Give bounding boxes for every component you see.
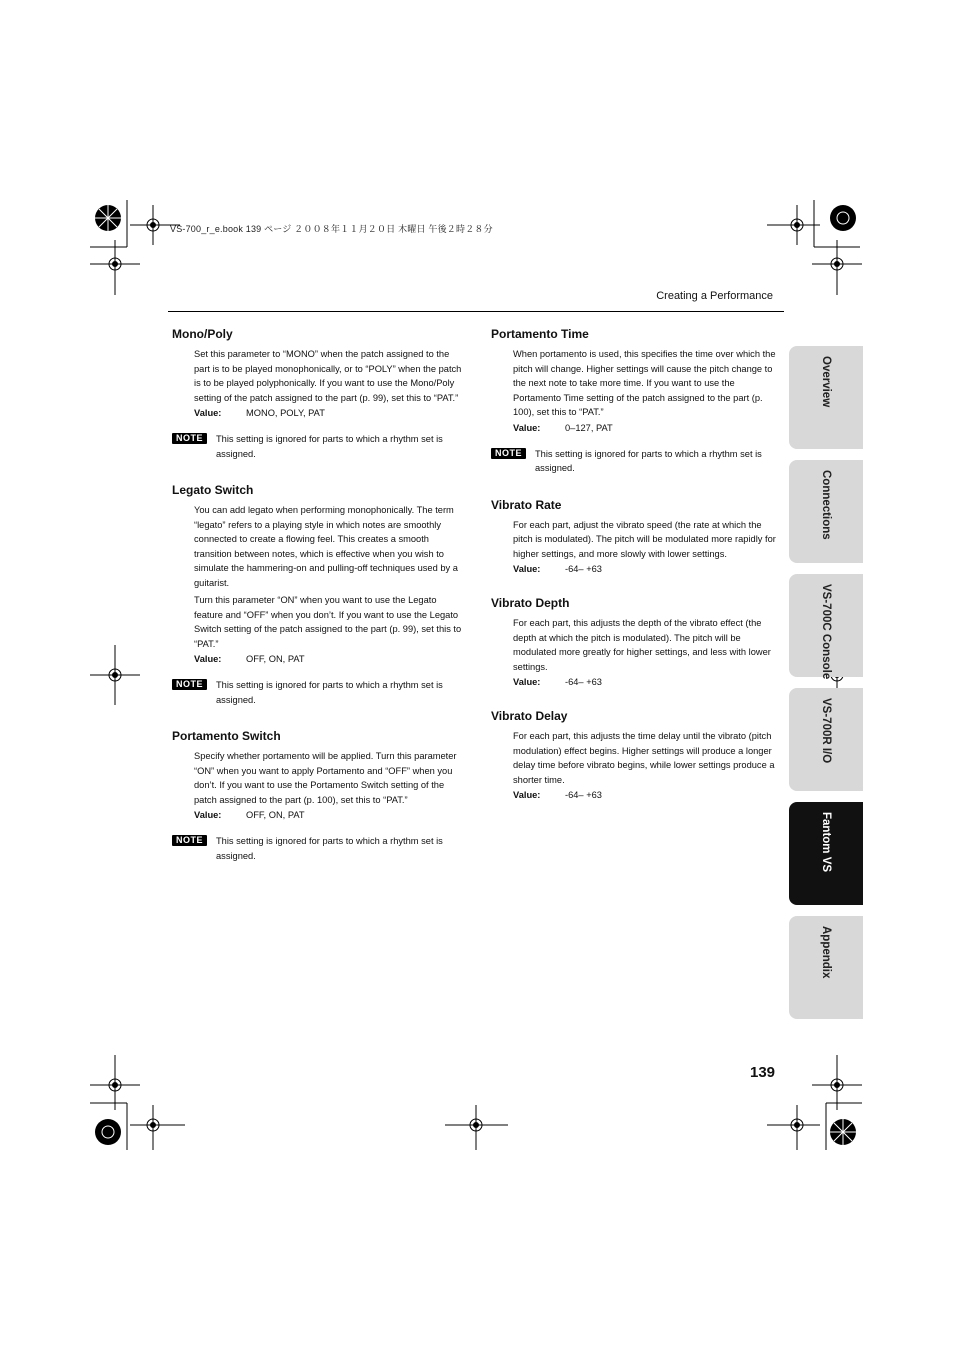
value-label: Value: (194, 408, 222, 418)
note-block (491, 447, 781, 476)
paragraph: For each part, this adjusts the depth of the vibrato effect (the depth at which the pitch is modulated). The pitch will be modulated more greatly for higher settings, and less with lower settings. (513, 618, 771, 672)
paragraph: Turn this parameter “ON” when you want to use the Legato feature and “OFF” when you don’t. If you want to use the Legato Switch setting of the patch assigned to the part (p. 99), set this to “PAT.” (194, 595, 462, 649)
section-vibrato-delay (491, 709, 781, 800)
section-title: Mono/Poly (172, 327, 233, 341)
tab-connections[interactable] (789, 460, 863, 563)
value-text: -64– +63 (565, 564, 602, 574)
note-block (172, 678, 462, 707)
value-row (513, 423, 781, 433)
section-vibrato-rate (491, 498, 781, 575)
section-legato-switch (172, 483, 462, 707)
value-row (513, 790, 781, 800)
section-title: Legato Switch (172, 483, 254, 497)
section-title: Vibrato Depth (491, 596, 570, 610)
starburst-target-top-left (95, 205, 121, 231)
right-column (491, 327, 781, 822)
section-title: Portamento Switch (172, 729, 281, 743)
value-row (194, 408, 462, 418)
value-label: Value: (194, 654, 222, 664)
value-text: -64– +63 (565, 677, 602, 687)
starburst-target-top-right (830, 205, 856, 231)
left-column (172, 327, 462, 885)
value-text: 0–127, PAT (565, 422, 613, 433)
paragraph: Set this parameter to “MONO” when the patch assigned to the part is to be played monophonically, or to “POLY” when the patch is to be played polyphonically. If you want to use the Mono/Poly setting of the patch assigned to the part (p. 99), set this to “PAT.” (194, 349, 462, 403)
tab-label: Overview (820, 356, 832, 408)
value-text: OFF, ON, PAT (246, 654, 305, 664)
value-label: Value: (513, 677, 541, 687)
tab-vs-700r-io[interactable] (789, 688, 863, 791)
section-vibrato-depth (491, 596, 781, 687)
tab-label: Appendix (820, 926, 832, 979)
note-badge: NOTE (172, 835, 207, 846)
page-number: 139 (750, 1064, 776, 1081)
value-text: MONO, POLY, PAT (246, 408, 325, 418)
note-text: This setting is ignored for parts to which a rhythm set is assigned. (216, 836, 443, 861)
value-label: Value: (513, 790, 541, 800)
starburst-target-bottom-right (830, 1119, 856, 1145)
section-mono-poly (172, 327, 462, 461)
header-rule (168, 311, 784, 312)
tab-label: VS-700C Console (820, 584, 832, 680)
note-text: This setting is ignored for parts to which a rhythm set is assigned. (216, 434, 443, 459)
running-header: Creating a Performance (656, 290, 773, 302)
value-row (513, 677, 781, 687)
paragraph: When portamento is used, this specifies the time over which the pitch will change. Higher settings will cause the pitch change to the next note to take more time. If you want to use the Portamento Time setting of the patch assigned to the part (p. 100), set this to “PAT.” (513, 349, 776, 417)
section-portamento-switch (172, 729, 462, 863)
value-label: Value: (513, 564, 541, 574)
note-badge: NOTE (172, 433, 207, 444)
value-row (194, 810, 462, 820)
section-title: Vibrato Delay (491, 709, 568, 723)
tab-vs-700c-console[interactable] (789, 574, 863, 680)
note-text: This setting is ignored for parts to which a rhythm set is assigned. (535, 448, 762, 473)
paragraph: You can add legato when performing monophonically. The term “legato” refers to a playing style in which notes are smoothly connected to create a flowing feel. This creates a smooth transition between notes, which is effective when you wish to simulate the hammering-on and pulling-off techniques used by a guitarist. (194, 505, 458, 588)
section-title: Vibrato Rate (491, 497, 562, 512)
tab-appendix[interactable] (789, 916, 863, 1019)
value-text: OFF, ON, PAT (246, 810, 305, 820)
starburst-target-bottom-left (95, 1119, 121, 1145)
note-block (172, 834, 462, 863)
note-text: This setting is ignored for parts to which a rhythm set is assigned. (216, 680, 443, 705)
paragraph: For each part, this adjusts the time delay until the vibrato (pitch modulation) effect begins. Higher settings will produce a longer delay time before vibrato begins, while lower settings produce a shorter time. (513, 731, 775, 785)
note-block (172, 432, 462, 461)
value-label: Value: (194, 810, 222, 820)
print-info: VS-700_r_e.book 139 ページ ２００８年１１月２０日 木曜日 午後２時２８分 (170, 224, 493, 234)
tab-overview[interactable] (789, 346, 863, 449)
paragraph: Specify whether portamento will be applied. Turn this parameter “ON” when you want to apply Portamento and “OFF” when you don’t. If you want to use the Portamento Switch setting of the patch assigned to the part (p. 100), set this to “PAT.” (194, 751, 457, 805)
paragraph: For each part, adjust the vibrato speed (the rate at which the pitch is modulated). The pitch will be modulated more rapidly for higher settings, and more slowly with lower settings. (513, 519, 776, 559)
value-label: Value: (513, 422, 541, 433)
tab-label: Fantom VS (820, 812, 832, 873)
tab-label: Connections (820, 470, 832, 540)
value-row (513, 564, 781, 574)
section-portamento-time (491, 327, 781, 476)
tab-label: VS-700R I/O (820, 698, 832, 764)
value-text: -64– +63 (565, 790, 602, 800)
note-badge: NOTE (491, 448, 526, 459)
value-row (194, 654, 462, 664)
note-badge: NOTE (172, 679, 207, 690)
tab-fantom-vs[interactable] (789, 802, 863, 905)
section-title: Portamento Time (491, 327, 589, 341)
